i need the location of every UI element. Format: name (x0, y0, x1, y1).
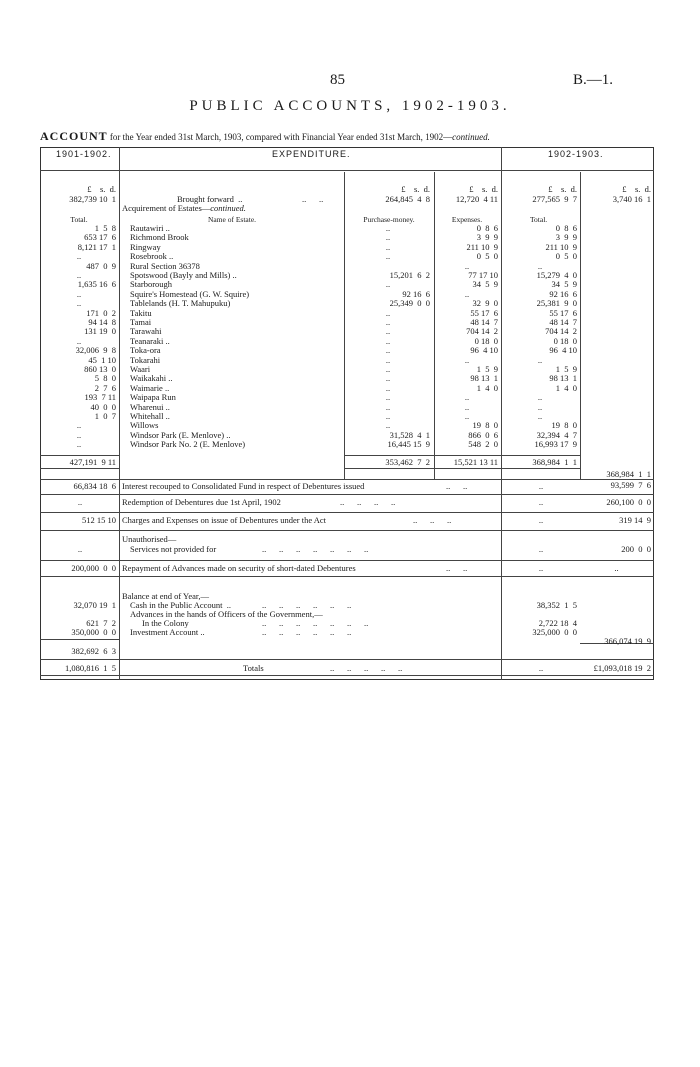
unit-header-c1: £ s. d. (87, 184, 116, 194)
unauthorised-sub: Services not provided for (130, 544, 217, 554)
account-text: for the Year ended 31st March, 1903, compared with Financial Year ended 31st March, 1902— (107, 132, 453, 142)
estate-expenses: 0 8 6 (476, 223, 498, 233)
column-header-1901: 1901-1902. (56, 149, 112, 159)
balance-colony-dots: .. .. .. .. .. .. .. (262, 618, 369, 628)
unauthorised-dots: .. .. .. .. .. .. .. (262, 544, 369, 554)
balance-cash-c1: 32,070 19 1 (73, 600, 116, 610)
estate-expenses: 548 2 0 (468, 439, 498, 450)
estate-purchase-money: 31,528 4 1 (389, 429, 430, 440)
redemption-label: Redemption of Debentures due 1st April, 1902 (122, 497, 281, 507)
estate-expenses: 3 9 9 (476, 232, 498, 243)
subtotal-c4: 15,521 13 11 (453, 457, 498, 467)
estate-purchase-money: 92 16 6 (402, 288, 430, 299)
unauthorised-label: Unauthorised— (122, 534, 177, 544)
divider-right (501, 147, 502, 680)
estate-total-1902: 131 19 0 (84, 326, 116, 337)
balance-cash-c5: 38,352 1 5 (536, 600, 577, 610)
sub-header-expenses: Expenses. (451, 215, 483, 224)
estate-name: Waimarie .. (130, 382, 170, 393)
estate-total-1902: 653 17 6 (84, 232, 116, 243)
estate-total-1902: 171 0 2 (86, 307, 116, 318)
estate-purchase-money: .. (385, 373, 391, 384)
estate-purchase-money: .. (385, 335, 391, 346)
estate-name: Waikakahi .. (130, 373, 173, 384)
unauthorised-c5: .. (538, 544, 544, 554)
account-continued: continued. (452, 132, 490, 142)
balance-advances-label: Advances in the hands of Officers of the Government,— (130, 609, 323, 619)
section-rule-3 (40, 512, 654, 513)
estate-name: Waari (130, 364, 151, 374)
balance-invest-c5: 325,000 0 0 (532, 627, 577, 637)
balance-invest-dots: .. .. .. .. .. .. (262, 627, 352, 637)
estate-name: Tokarahi (130, 354, 161, 365)
subtotal-rule-c345 (344, 455, 580, 456)
estate-name: Tarawahi (130, 326, 162, 337)
acquirement-suffix: continued. (210, 203, 246, 213)
sub-header-name: Name of Estate. (207, 215, 257, 224)
sub-header-total-left: Total. (70, 215, 88, 224)
redemption-c1: .. (77, 497, 83, 507)
estate-total-1903: 96 4 10 (549, 345, 577, 356)
divider-purchase (434, 172, 435, 479)
repayment-c6: .. (614, 563, 619, 573)
unauthorised-c1: .. (77, 544, 83, 554)
section-rule-6 (40, 576, 654, 577)
account-word: ACCOUNT (40, 129, 108, 143)
estate-expenses: .. (464, 401, 470, 412)
unit-header-c5: £ s. d. (548, 184, 577, 194)
estate-total-1902: 32,006 9 8 (75, 345, 116, 356)
acquirement-prefix: Acquirement of Estates— (122, 203, 211, 213)
repayment-dots: .. .. (446, 563, 468, 573)
estate-name: Spotswood (Bayly and Mills) .. (130, 270, 237, 280)
estate-total-1902: 45 1 10 (88, 354, 116, 365)
estate-expenses: .. (464, 392, 470, 403)
estate-purchase-money: .. (385, 345, 391, 356)
unit-header-c4: £ s. d. (469, 184, 498, 194)
estate-expenses: .. (464, 260, 470, 271)
document-reference: B.—1. (573, 72, 614, 88)
estate-purchase-money: .. (385, 279, 391, 290)
totals-dots: .. .. .. .. .. (330, 663, 403, 673)
totals-c6: £1,093,018 19 2 (593, 663, 651, 673)
estate-purchase-money: .. (385, 411, 391, 421)
estate-purchase-money: .. (385, 317, 391, 327)
estate-name: Tamai (130, 317, 152, 327)
estate-expenses: .. (464, 354, 470, 365)
estate-name: Starborough (130, 279, 173, 290)
interest-dots: .. .. (446, 481, 468, 491)
estate-purchase-money: .. (385, 251, 391, 262)
estate-name: Takitu (130, 307, 152, 318)
balance-invest-label: Investment Account .. (130, 627, 205, 637)
estate-total-1903: 0 8 6 (555, 223, 577, 233)
estate-total-1903: 1 4 0 (555, 382, 577, 393)
brought-forward-dots: .. .. (302, 194, 324, 204)
estate-purchase-money: .. (385, 223, 391, 233)
estate-purchase-money: .. (385, 392, 391, 403)
estate-expenses: 96 4 10 (470, 345, 498, 356)
estate-total-1903: .. (537, 392, 543, 403)
estate-total-1903: 34 5 9 (551, 279, 577, 290)
estate-purchase-money: .. (385, 354, 391, 365)
estate-purchase-money: 16,445 15 9 (387, 439, 430, 450)
column-header-1903: 1902-1903. (548, 149, 604, 159)
estate-total-1902: .. (76, 335, 82, 346)
charges-dots: .. .. .. (413, 515, 452, 525)
estate-total-1902: .. (76, 429, 82, 440)
estate-name: Teanaraki .. (130, 335, 170, 346)
divider-left (119, 147, 120, 680)
estate-name: Tablelands (H. T. Mahupuku) (130, 298, 231, 309)
estate-total-1903: 211 10 9 (545, 241, 577, 252)
estate-purchase-money: .. (385, 420, 391, 431)
estate-name: Squire's Homestead (G. W. Squire) (130, 288, 250, 299)
estate-total-1903: 0 5 0 (555, 251, 577, 262)
estate-name: Windsor Park No. 2 (E. Menlove) (130, 439, 246, 450)
estate-total-1902: 860 13 0 (84, 364, 116, 374)
brought-forward-c4: 12,720 4 11 (455, 194, 498, 204)
estate-purchase-money: .. (385, 232, 391, 243)
estate-expenses: 34 5 9 (472, 279, 498, 290)
totals-c1: 1,080,816 1 5 (65, 663, 116, 673)
estate-purchase-money: 25,349 0 0 (389, 298, 430, 309)
estate-total-1902: 1,635 16 6 (77, 279, 116, 290)
brought-forward-c3: 264,845 4 8 (385, 194, 430, 204)
subtotal-c1: 427,191 9 11 (69, 457, 116, 467)
estate-total-1903: .. (537, 354, 543, 365)
estate-expenses: .. (464, 288, 470, 299)
estate-total-1902: 193 7 11 (84, 392, 116, 403)
estate-total-1903: 0 18 0 (553, 335, 577, 346)
estate-name: Rautawiri .. (130, 223, 170, 233)
divider-total (580, 172, 581, 479)
subtotal-rule-c345b (344, 468, 580, 469)
balance-c1-rule (40, 639, 119, 640)
estate-total-1903: 15,279 4 0 (536, 270, 577, 280)
totals-rule-bottom (40, 675, 654, 676)
estate-purchase-money: .. (385, 364, 391, 374)
estate-name: Rosebrook .. (130, 251, 174, 262)
estate-total-1903: 25,381 9 0 (536, 298, 577, 309)
estate-total-1903: 98 13 1 (549, 373, 577, 384)
estate-expenses: 211 10 9 (466, 241, 498, 252)
account-caption (40, 129, 490, 144)
estate-total-1902: 1 5 8 (94, 223, 116, 233)
subtotal-c6: 368,984 1 1 (606, 469, 651, 479)
subtotal-c5: 368,984 1 1 (532, 457, 577, 467)
estate-expenses: 704 14 2 (466, 326, 498, 337)
estate-total-1902: .. (76, 439, 82, 450)
section-rule-1 (40, 479, 654, 480)
estate-purchase-money: .. (385, 382, 391, 393)
divider-name (344, 172, 345, 479)
estate-total-1903: 92 16 6 (549, 288, 577, 299)
balance-label: Balance at end of Year,— (122, 591, 209, 601)
charges-c6: 319 14 9 (619, 515, 651, 525)
estate-total-1903: 3 9 9 (555, 232, 577, 243)
brought-forward-label: Brought forward .. (177, 194, 243, 204)
estate-purchase-money: .. (385, 401, 391, 412)
estate-total-1902: 5 8 0 (94, 373, 116, 384)
estate-total-1902: .. (76, 251, 82, 262)
section-rule-2 (40, 494, 654, 495)
estate-expenses: 1 4 0 (476, 382, 498, 393)
estate-expenses: 0 18 0 (474, 335, 498, 346)
estate-total-1903: .. (537, 411, 543, 421)
estate-name: Waipapa Run (130, 392, 176, 403)
estate-expenses: 1 5 9 (476, 364, 498, 374)
estate-total-1902: .. (76, 270, 82, 280)
interest-c5: .. (538, 481, 544, 491)
estate-expenses: 866 0 6 (468, 429, 498, 440)
redemption-c5: .. (538, 497, 544, 507)
interest-c6: 93,599 7 6 (610, 480, 651, 490)
estate-expenses: 0 5 0 (476, 251, 498, 262)
estate-expenses: 77 17 10 (468, 270, 498, 280)
estate-total-1903: 32,394 4 7 (536, 429, 577, 440)
repayment-label: Repayment of Advances made on security of short-dated Debentures (122, 563, 356, 573)
estate-name: Rural Section 36378 (130, 260, 200, 271)
totals-rule-top (40, 659, 654, 660)
estate-total-1903: 48 14 7 (549, 317, 577, 327)
balance-invest-c1: 350,000 0 0 (71, 627, 116, 637)
interest-c1: 66,834 18 6 (73, 481, 116, 491)
estate-total-1902: .. (76, 420, 82, 431)
totals-label: Totals (243, 663, 264, 673)
estate-total-1902: 487 0 9 (86, 260, 116, 271)
subtotal-c3: 353,462 7 2 (385, 457, 430, 467)
repayment-c1: 200,000 0 0 (71, 563, 116, 573)
column-header-expenditure: EXPENDITURE. (272, 149, 351, 159)
estate-total-1902: 40 0 0 (90, 401, 116, 412)
balance-cash-label: Cash in the Public Account .. (130, 600, 232, 610)
unauthorised-c6: 200 0 0 (621, 544, 651, 554)
estate-total-1903: 1 5 9 (555, 364, 577, 374)
estate-total-1903: .. (537, 260, 543, 271)
estate-expenses: 98 13 1 (470, 373, 498, 384)
estate-name: Ringway (130, 241, 161, 252)
estate-total-1903: .. (537, 401, 543, 412)
section-rule-4 (40, 530, 654, 531)
brought-forward-c1: 382,739 10 1 (69, 194, 116, 204)
estate-total-1902: .. (76, 298, 82, 309)
estate-purchase-money: .. (385, 241, 391, 252)
balance-colony-c1: 621 7 2 (86, 618, 116, 628)
section-rule-5 (40, 560, 654, 561)
interest-label: Interest recouped to Consolidated Fund in respect of Debentures issued (122, 481, 365, 491)
estate-name: Windsor Park (E. Menlove) .. (130, 429, 231, 440)
estate-expenses: .. (464, 411, 470, 421)
header-rule (40, 170, 654, 171)
balance-cash-dots: .. .. .. .. .. .. (262, 600, 352, 610)
estate-total-1902: 94 14 8 (88, 317, 116, 327)
charges-c1: 512 15 10 (82, 515, 116, 525)
balance-total-c6: 366,074 19 9 (604, 636, 651, 646)
estate-total-1902: 1 0 7 (94, 411, 116, 421)
brought-forward-c5: 277,565 9 7 (532, 194, 577, 204)
estate-total-1903: 19 8 0 (551, 420, 577, 431)
estate-expenses: 55 17 6 (470, 307, 498, 318)
estate-purchase-money: .. (385, 326, 391, 337)
redemption-c6: 260,100 0 0 (606, 497, 651, 507)
brought-forward-c6: 3,740 16 1 (612, 194, 651, 204)
repayment-c5: .. (538, 563, 544, 573)
redemption-dots: .. .. .. .. (340, 497, 396, 507)
estate-name: Willows (130, 420, 159, 431)
estate-total-1903: 55 17 6 (549, 307, 577, 318)
estate-total-1902: 8,121 17 1 (77, 241, 116, 252)
totals-c5: .. (538, 663, 544, 673)
subtotal-rule-c1b (40, 468, 119, 469)
estate-total-1902: .. (76, 288, 82, 299)
sub-header-purchase: Purchase-money. (363, 215, 415, 224)
estate-expenses: 32 9 0 (472, 298, 498, 309)
estate-purchase-money: .. (385, 307, 391, 318)
sub-header-total-right: Total. (530, 215, 548, 224)
charges-c5: .. (538, 515, 544, 525)
unit-header-c6: £ s. d. (622, 184, 651, 194)
estate-expenses: 19 8 0 (472, 420, 498, 431)
page-number: 85 (330, 72, 345, 88)
charges-label: Charges and Expenses on issue of Debentures under the Act (122, 515, 327, 525)
estate-name: Whitehall .. (130, 411, 170, 421)
page-title: PUBLIC ACCOUNTS, 1902-1903. (189, 98, 511, 114)
unit-header-c3: £ s. d. (401, 184, 430, 194)
estate-total-1903: 16,993 17 9 (534, 439, 577, 450)
estate-purchase-money: 15,201 6 2 (389, 270, 430, 280)
balance-colony-c5: 2,722 18 4 (538, 618, 577, 628)
estate-name: Richmond Brook (130, 232, 189, 243)
estate-name: Wharenui .. (130, 401, 170, 412)
estate-expenses: 48 14 7 (470, 317, 498, 327)
estate-total-1902: 2 7 6 (94, 382, 116, 393)
acquirement-heading (122, 204, 246, 213)
estate-name: Toka-ora (130, 345, 161, 356)
subtotal-rule-c1 (40, 455, 119, 456)
balance-total-c1: 382,692 6 3 (71, 646, 116, 656)
estate-total-1903: 704 14 2 (545, 326, 577, 337)
balance-colony-label: In the Colony (142, 618, 189, 628)
